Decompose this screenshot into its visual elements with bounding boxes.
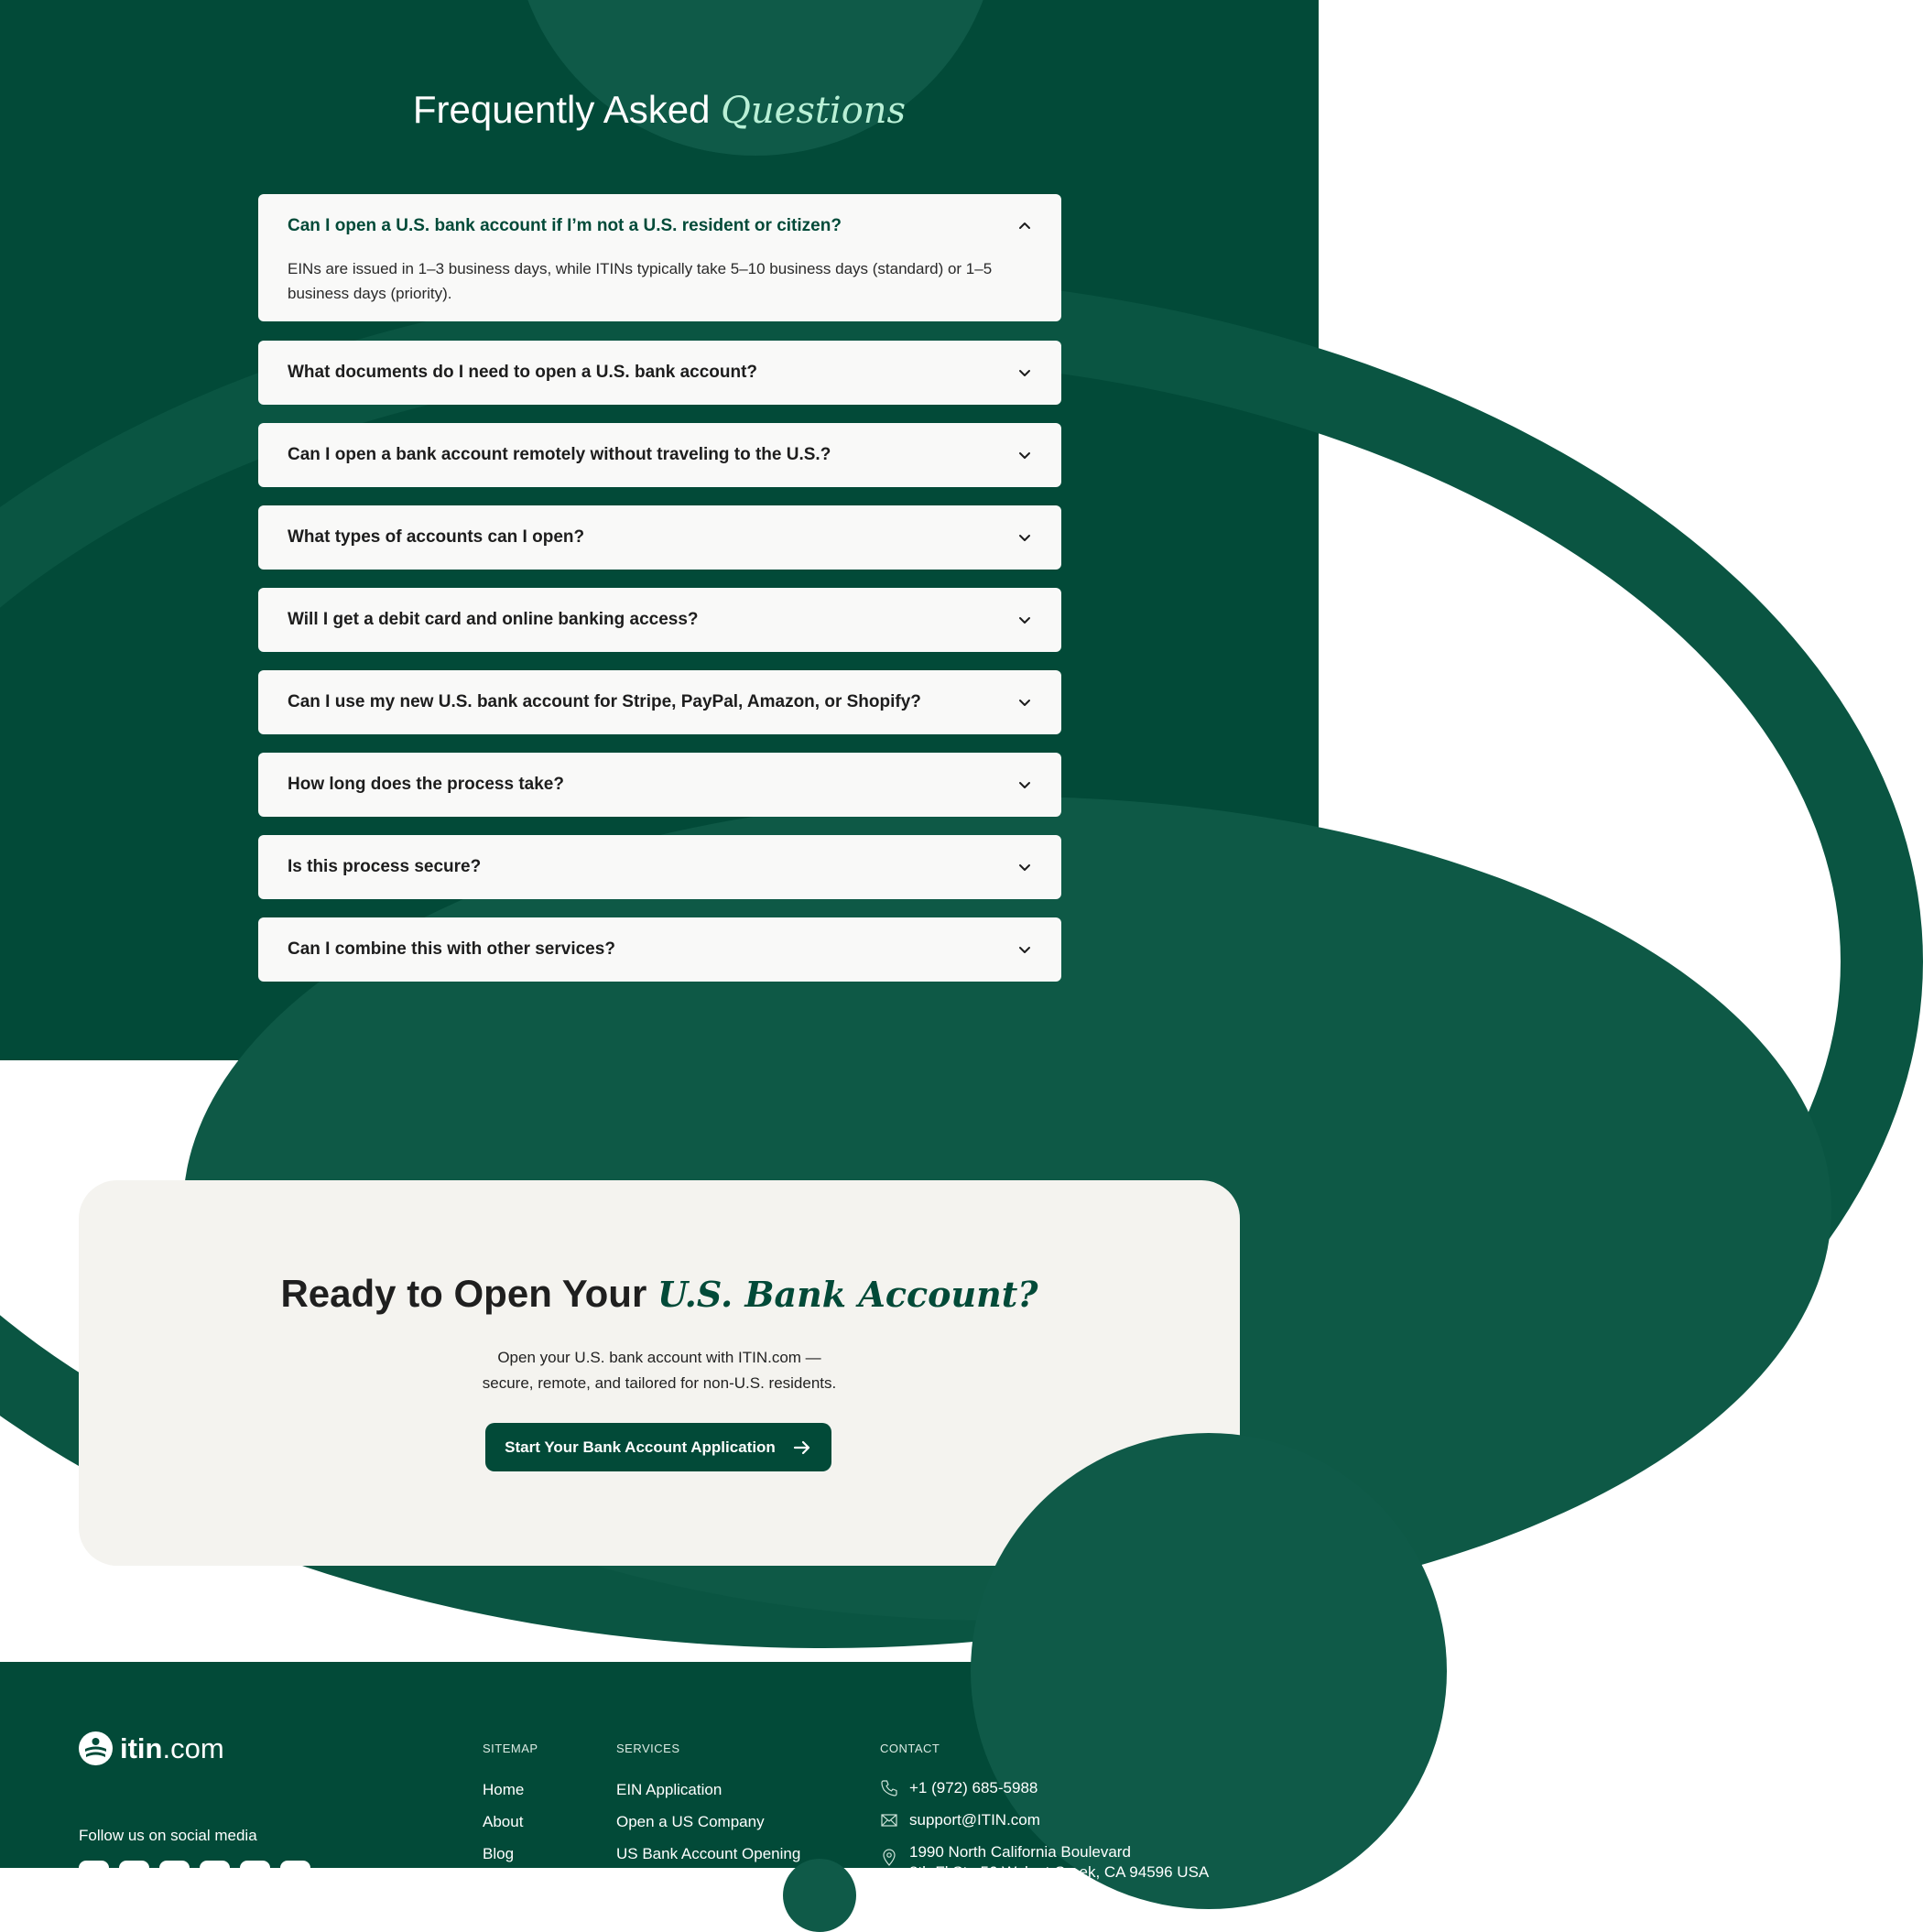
chevron-down-icon[interactable] xyxy=(1017,448,1032,462)
phone-icon xyxy=(880,1779,898,1797)
address-text xyxy=(909,1842,1209,1883)
social-icon[interactable] xyxy=(280,1861,310,1891)
faq-title xyxy=(0,88,1319,132)
decorative-circle xyxy=(513,0,998,156)
faq-question: What documents do I need to open a U.S. bank account? xyxy=(288,363,758,382)
footer-link-ein-application[interactable]: EIN Application xyxy=(616,1781,722,1798)
chevron-down-icon[interactable] xyxy=(1017,365,1032,380)
sitemap-heading: SITEMAP xyxy=(483,1742,538,1755)
decorative-circle xyxy=(783,1859,856,1932)
social-icon[interactable] xyxy=(159,1861,190,1891)
cta-title-main: Ready to Open Your xyxy=(280,1272,647,1315)
chevron-down-icon[interactable] xyxy=(1017,777,1032,792)
social-icon[interactable] xyxy=(240,1861,270,1891)
follow-label: Follow us on social media xyxy=(79,1827,257,1844)
social-links xyxy=(79,1861,310,1891)
contact-address xyxy=(880,1842,1209,1883)
social-icon[interactable] xyxy=(119,1861,149,1891)
address-line: 1990 North California Boulevard xyxy=(909,1843,1131,1861)
services-heading: SERVICES xyxy=(616,1742,680,1755)
footer-link-about[interactable]: About xyxy=(483,1813,524,1830)
footer-link-bank-account-opening[interactable]: US Bank Account Opening xyxy=(616,1845,801,1862)
cta-title xyxy=(79,1272,1240,1316)
faq-question: How long does the process take? xyxy=(288,775,564,794)
faq-item[interactable] xyxy=(258,505,1061,570)
start-application-label: Start Your Bank Account Application xyxy=(505,1438,776,1456)
logo-icon xyxy=(79,1731,113,1765)
logo-text: itin.com xyxy=(120,1731,224,1764)
social-icon[interactable] xyxy=(79,1861,109,1891)
faq-question: Can I open a bank account remotely without traveling to the U.S.? xyxy=(288,445,831,464)
cta-title-accent: U.S. Bank Account? xyxy=(657,1274,1038,1315)
faq-item[interactable] xyxy=(258,753,1061,817)
faq-title-accent: Questions xyxy=(721,90,907,132)
chevron-down-icon[interactable] xyxy=(1017,942,1032,957)
footer xyxy=(0,1662,1319,1881)
site-logo[interactable] xyxy=(79,1731,224,1765)
location-pin-icon xyxy=(880,1848,898,1866)
footer-link-home[interactable]: Home xyxy=(483,1781,525,1798)
social-icon[interactable] xyxy=(200,1861,230,1891)
faq-item-open[interactable] xyxy=(258,194,1061,321)
chevron-up-icon[interactable] xyxy=(1017,219,1032,233)
contact-heading: CONTACT xyxy=(880,1742,940,1755)
faq-section xyxy=(0,0,1319,1060)
faq-question: What types of accounts can I open? xyxy=(288,527,585,547)
faq-item[interactable] xyxy=(258,341,1061,405)
faq-item[interactable] xyxy=(258,423,1061,487)
cta-description xyxy=(79,1345,1240,1396)
faq-question: Can I use my new U.S. bank account for Stripe, PayPal, Amazon, or Shopify? xyxy=(288,692,921,711)
faq-question: Is this process secure? xyxy=(288,857,482,876)
footer-link-blog[interactable]: Blog xyxy=(483,1845,515,1862)
faq-question: Will I get a debit card and online banking access? xyxy=(288,610,699,629)
chevron-down-icon[interactable] xyxy=(1017,530,1032,545)
faq-question: Can I combine this with other services? xyxy=(288,939,615,959)
address-line: 8th Fl Ste 56 Walnut Creek, CA 94596 USA xyxy=(909,1863,1210,1881)
footer-link-open-us-company[interactable]: Open a US Company xyxy=(616,1813,765,1830)
cta-text-line: secure, remote, and tailored for non-U.S. residents. xyxy=(482,1374,837,1392)
mail-icon xyxy=(880,1811,898,1829)
decorative-circle xyxy=(971,1433,1447,1909)
faq-item[interactable] xyxy=(258,835,1061,899)
start-application-button[interactable] xyxy=(485,1423,831,1471)
faq-answer: EINs are issued in 1–3 business days, while ITINs typically take 5–10 business days (standard) or 1–5 business days (priority). xyxy=(288,260,993,302)
email-address: support@ITIN.com xyxy=(909,1811,1040,1829)
arrow-right-icon xyxy=(792,1438,812,1458)
faq-title-main: Frequently Asked xyxy=(412,88,711,131)
chevron-down-icon[interactable] xyxy=(1017,860,1032,874)
contact-email[interactable] xyxy=(880,1811,1040,1829)
faq-item[interactable] xyxy=(258,670,1061,734)
faq-item[interactable] xyxy=(258,588,1061,652)
chevron-down-icon[interactable] xyxy=(1017,695,1032,710)
faq-question: Can I open a U.S. bank account if I’m not a U.S. resident or citizen? xyxy=(288,216,842,235)
faq-item[interactable] xyxy=(258,917,1061,982)
chevron-down-icon[interactable] xyxy=(1017,613,1032,627)
phone-number: +1 (972) 685-5988 xyxy=(909,1779,1038,1796)
contact-phone[interactable] xyxy=(880,1779,1038,1797)
cta-text-line: Open your U.S. bank account with ITIN.com — xyxy=(497,1349,821,1366)
